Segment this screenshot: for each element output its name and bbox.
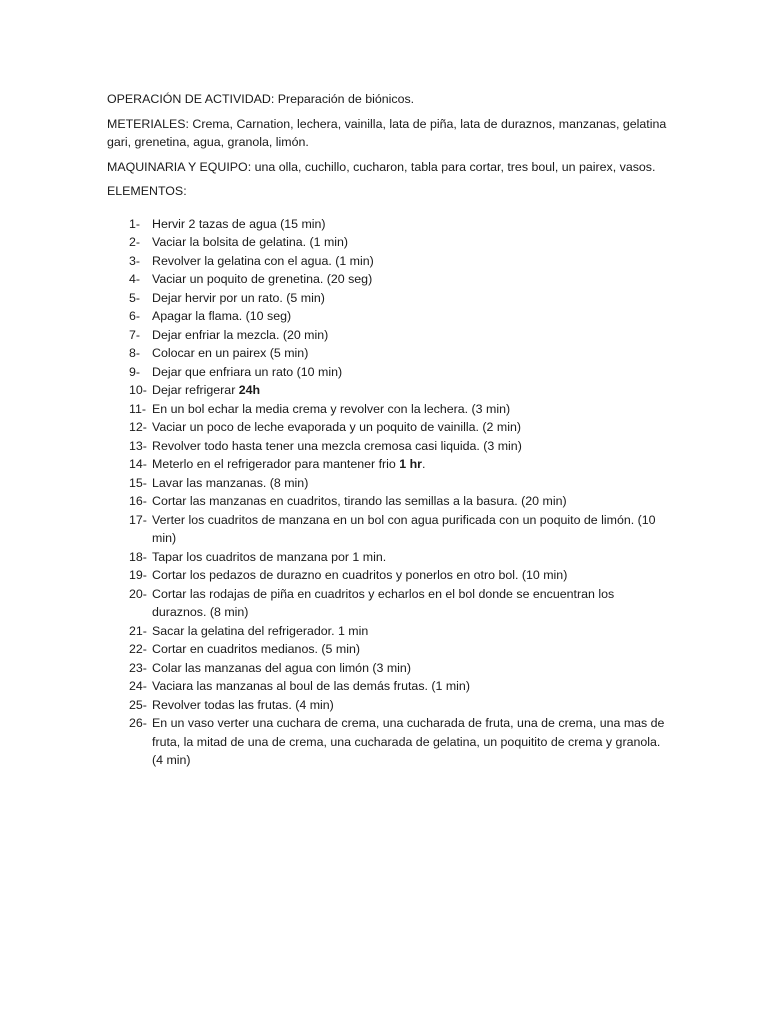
step-text: Cortar en cuadritos medianos. (5 min) <box>152 642 360 656</box>
maquinaria-paragraph: MAQUINARIA Y EQUIPO: una olla, cuchillo, cucharon, tabla para cortar, tres boul, un pairex, vasos. <box>107 159 656 174</box>
materiales-paragraph: METERIALES: Crema, Carnation, lechera, vainilla, lata de piña, lata de duraznos, manzanas, gelatina gari, grenetina, agua, granola, limón. <box>107 116 667 149</box>
step-emphasis: 24h <box>238 383 261 397</box>
step-text: Colocar en un pairex (5 min) <box>152 346 309 360</box>
step-number: 13- <box>129 438 147 453</box>
list-item <box>107 437 667 456</box>
step-text: Dejar refrigerar <box>152 383 239 397</box>
step-text: Dejar enfriar la mezcla. (20 min) <box>152 327 329 342</box>
step-number: 8- <box>129 346 141 360</box>
step-number: 18- <box>129 549 147 564</box>
step-text: Cortar los pedazos de durazno en cuadritos y ponerlos en otro bol. (10 min) <box>152 568 568 582</box>
operacion-line: OPERACIÓN DE ACTIVIDAD: Preparación de biónicos. <box>107 92 415 106</box>
step-number: 26- <box>129 716 147 730</box>
step-number: 24- <box>129 679 147 693</box>
step-number: 19- <box>129 568 147 582</box>
list-item <box>107 307 667 326</box>
list-item <box>107 511 667 548</box>
step-text: Revolver todas las frutas. (4 min) <box>152 697 334 712</box>
step-text: Cortar las manzanas en cuadritos, tirando las semillas a la basura. (20 min) <box>152 494 567 508</box>
step-text: Sacar la gelatina del refrigerador. 1 min <box>152 623 369 638</box>
list-item <box>107 548 667 567</box>
step-text: Apagar la flama. (10 seg) <box>152 309 292 323</box>
step-suffix: . <box>421 457 426 471</box>
list-item <box>107 566 667 585</box>
step-number: 16- <box>129 494 147 508</box>
step-number: 11- <box>129 401 146 416</box>
step-text: Lavar las manzanas. (8 min) <box>152 475 309 490</box>
step-text: Meterlo en el refrigerador para mantener frio <box>152 457 400 471</box>
step-text: Tapar los cuadritos de manzana por 1 min. <box>152 549 387 564</box>
step-number: 6- <box>129 309 141 323</box>
list-item <box>107 326 667 345</box>
step-number: 9- <box>129 364 141 379</box>
list-item <box>107 344 667 363</box>
list-item <box>107 585 667 622</box>
list-item <box>107 270 667 289</box>
step-number: 14- <box>129 457 147 471</box>
list-item <box>107 492 667 511</box>
list-item <box>107 714 667 770</box>
list-item <box>107 363 667 382</box>
step-text: Vaciar un poquito de grenetina. (20 seg) <box>152 272 373 286</box>
steps-list <box>107 215 667 770</box>
step-number: 1- <box>129 216 141 231</box>
step-number: 23- <box>129 660 147 675</box>
list-item <box>107 400 667 419</box>
step-number: 2- <box>129 235 141 249</box>
list-item <box>107 659 667 678</box>
list-item <box>107 418 667 437</box>
list-item <box>107 677 667 696</box>
list-item <box>107 622 667 641</box>
step-number: 20- <box>129 586 147 601</box>
list-item <box>107 474 667 493</box>
list-item <box>107 455 667 474</box>
list-item <box>107 640 667 659</box>
step-number: 5- <box>129 290 141 305</box>
step-text: Verter los cuadritos de manzana en un bol con agua purificada con un poquito de limón. (10 min) <box>152 512 656 545</box>
step-number: 7- <box>129 327 141 342</box>
step-text: Vaciar la bolsita de gelatina. (1 min) <box>152 235 349 249</box>
step-number: 10- <box>129 383 147 397</box>
step-number: 21- <box>129 623 147 638</box>
step-text: Colar las manzanas del agua con limón (3 min) <box>152 660 411 675</box>
list-item <box>107 696 667 715</box>
step-text: Vaciar un poco de leche evaporada y un poquito de vainilla. (2 min) <box>152 420 521 434</box>
list-item <box>107 252 667 271</box>
list-item <box>107 215 667 234</box>
step-text: En un bol echar la media crema y revolver con la lechera. (3 min) <box>152 401 511 416</box>
list-item <box>107 289 667 308</box>
step-number: 3- <box>129 253 141 268</box>
document-body <box>107 90 667 770</box>
step-text: Dejar hervir por un rato. (5 min) <box>152 290 325 305</box>
list-item <box>107 381 667 400</box>
step-emphasis: 1 hr <box>399 457 422 471</box>
step-text: Dejar que enfriara un rato (10 min) <box>152 364 343 379</box>
step-text: En un vaso verter una cuchara de crema, una cucharada de fruta, una de crema, una mas de fruta, la mitad de una de crema, una cucharada de gelatina, un poquitito de crema y granola. (4 min) <box>152 716 665 767</box>
step-number: 22- <box>129 642 147 656</box>
step-text: Hervir 2 tazas de agua (15 min) <box>152 216 326 231</box>
step-text: Revolver todo hasta tener una mezcla cremosa casi liquida. (3 min) <box>152 438 522 453</box>
elementos-heading: ELEMENTOS: <box>107 184 187 198</box>
list-item <box>107 233 667 252</box>
step-text: Vaciara las manzanas al boul de las demás frutas. (1 min) <box>152 679 470 693</box>
step-number: 4- <box>129 272 141 286</box>
step-number: 17- <box>129 512 147 527</box>
step-number: 12- <box>129 420 147 434</box>
step-text: Cortar las rodajas de piña en cuadritos y echarlos en el bol donde se encuentran los duraznos. (8 min) <box>152 586 615 619</box>
step-number: 25- <box>129 697 147 712</box>
step-number: 15- <box>129 475 147 490</box>
step-text: Revolver la gelatina con el agua. (1 min) <box>152 253 374 268</box>
